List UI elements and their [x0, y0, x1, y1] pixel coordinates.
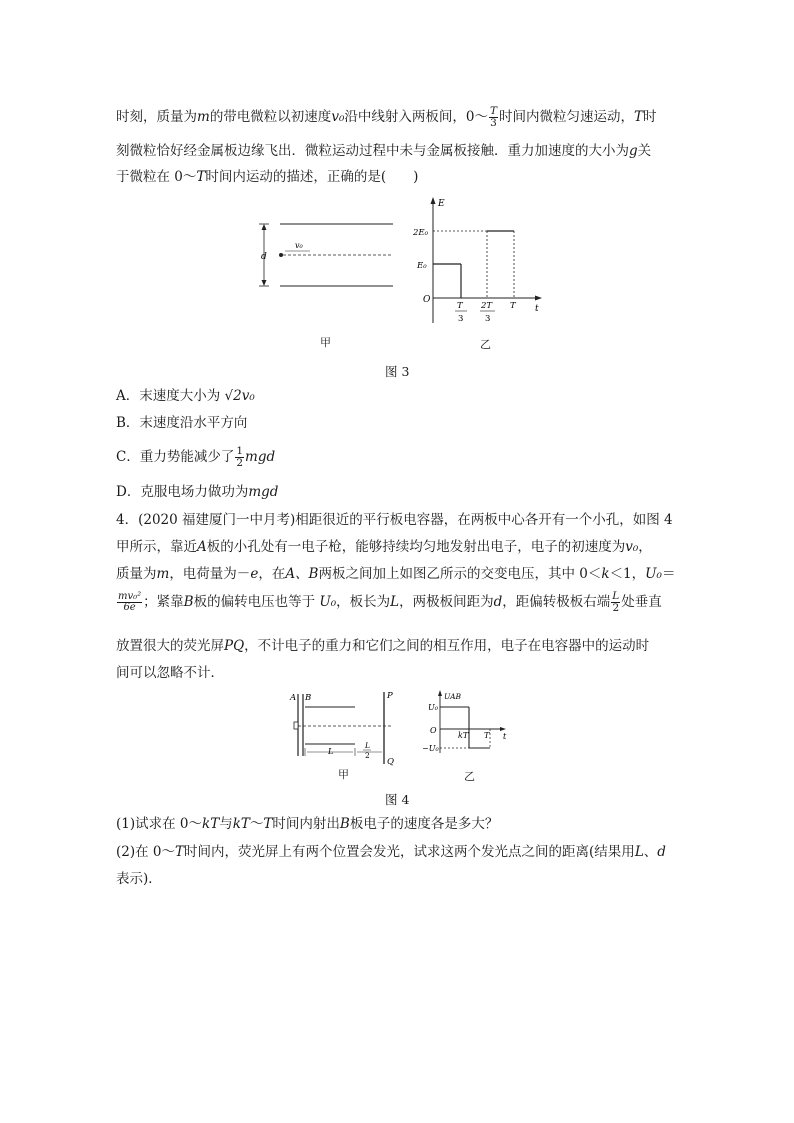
q4-line-6: 间可以忽略不计． [116, 665, 224, 681]
tick-2T3-den: 3 [485, 314, 491, 324]
label-t: t [535, 304, 539, 314]
figure-3-caption: 图 3 [385, 364, 410, 379]
label-P: P [387, 691, 393, 701]
option-c[interactable]: C．重力势能减少了 $\frac{1}{2}$ mgd [116, 445, 276, 470]
q4-subquestion-2: (2)在 0～T时间内，荧光屏上有两个位置会发光，试求这两个发光点之间的距离(结果用L、d [116, 844, 666, 860]
q4-subquestion-1: (1)试求在 0～kT与kT～T时间内射出B板电子的速度各是多大？ [116, 816, 499, 832]
label-UAB: UAB [444, 692, 462, 701]
label-t: t [503, 732, 507, 741]
label-A: A [290, 693, 297, 703]
figure-4-yi [420, 688, 515, 758]
fraction-L-over-2: $\frac{L}{2}$ [612, 590, 620, 615]
label-negU0: −U₀ [422, 744, 439, 753]
tick-T: T [484, 731, 490, 740]
fraction-T-over-3: $\frac{T}{3}$ [489, 105, 497, 130]
q4-line-1: 4．(2020 福建厦门一中月考)相距很近的平行板电容器，在两板中心各开有一个小孔，如图 4 [116, 512, 673, 528]
label-E0: E₀ [417, 261, 427, 271]
tick-2T3-num: 2T [481, 301, 493, 311]
label-O: O [430, 726, 437, 735]
label-O: O [423, 295, 431, 305]
q3-line-3: 于微粒在 0～T时间内运动的描述，正确的是( ) [116, 169, 419, 185]
q4-line-3: 质量为m，电荷量为－e，在A、B两板之间加上如图乙所示的交变电压，其中 0＜k＜1，U₀＝ [116, 566, 676, 582]
figure-3-yi-label: 乙 [480, 338, 491, 351]
q4-line-5: 放置很大的荧光屏PQ，不计电子的重力和它们之间的相互作用，电子在电容器中的运动时 [116, 638, 650, 654]
q4-subquestion-2-cont: 表示)． [116, 871, 162, 887]
label-v0: v₀ [295, 241, 303, 250]
option-d[interactable]: D．克服电场力做功为mgd [116, 484, 279, 500]
tick-kT: kT [458, 731, 469, 740]
tick-T3-num: T [457, 301, 463, 311]
figure-3-jia-label: 甲 [320, 336, 331, 349]
option-b[interactable]: B．末速度沿水平方向 [116, 415, 248, 431]
q3-line-2: 刻微粒恰好经金属板边缘飞出．微粒运动过程中未与金属板接触．重力加速度的大小为g关 [116, 143, 652, 159]
figure-3-jia [255, 215, 405, 295]
figure-3-yi [405, 195, 550, 330]
label-E: E [438, 199, 445, 209]
tick-T: T [510, 301, 516, 311]
label-d: d [261, 252, 267, 262]
particle [279, 253, 283, 257]
dim-L2-den: 2 [365, 751, 370, 760]
fraction-one-half: $\frac{1}{2}$ [236, 445, 244, 470]
q4-line-2: 甲所示，靠近A板的小孔处有一电子枪，能够持续均匀地发射出电子，电子的初速度为v₀， [116, 539, 652, 555]
dim-L2-num: L [365, 741, 370, 750]
label-Q: Q [387, 757, 394, 767]
figure-4-yi-label: 乙 [464, 770, 475, 783]
label-U0: U₀ [428, 703, 438, 712]
electron-gun [294, 722, 298, 729]
figure-4-jia [285, 688, 410, 768]
q3-line-1: 时刻，质量为m的带电微粒以初速度v₀沿中线射入两板间，0～ $\frac{T}{3}$ 时间内微粒匀速运动，T时 [116, 105, 657, 130]
dim-L: L [328, 747, 334, 756]
label-2E0: 2E₀ [413, 228, 429, 238]
q4-line-4: $\frac{\text{mv₀²}}{6e}$ ；紧靠B板的偏转电压也等于 U₀，板长为L，两极板间距为d，距偏转极板右端 $\frac{L}{2}$ 处垂直 [118, 590, 662, 615]
figure-4-caption: 图 4 [385, 792, 410, 807]
option-a[interactable]: A．末速度大小为 √2v₀ [116, 388, 255, 404]
tick-T3-den: 3 [458, 314, 464, 324]
fraction-mv0sq-over-6e: $\frac{\text{mv₀²}}{6e}$ [118, 590, 142, 614]
label-B: B [305, 693, 312, 703]
figure-4-jia-label: 甲 [338, 768, 349, 781]
